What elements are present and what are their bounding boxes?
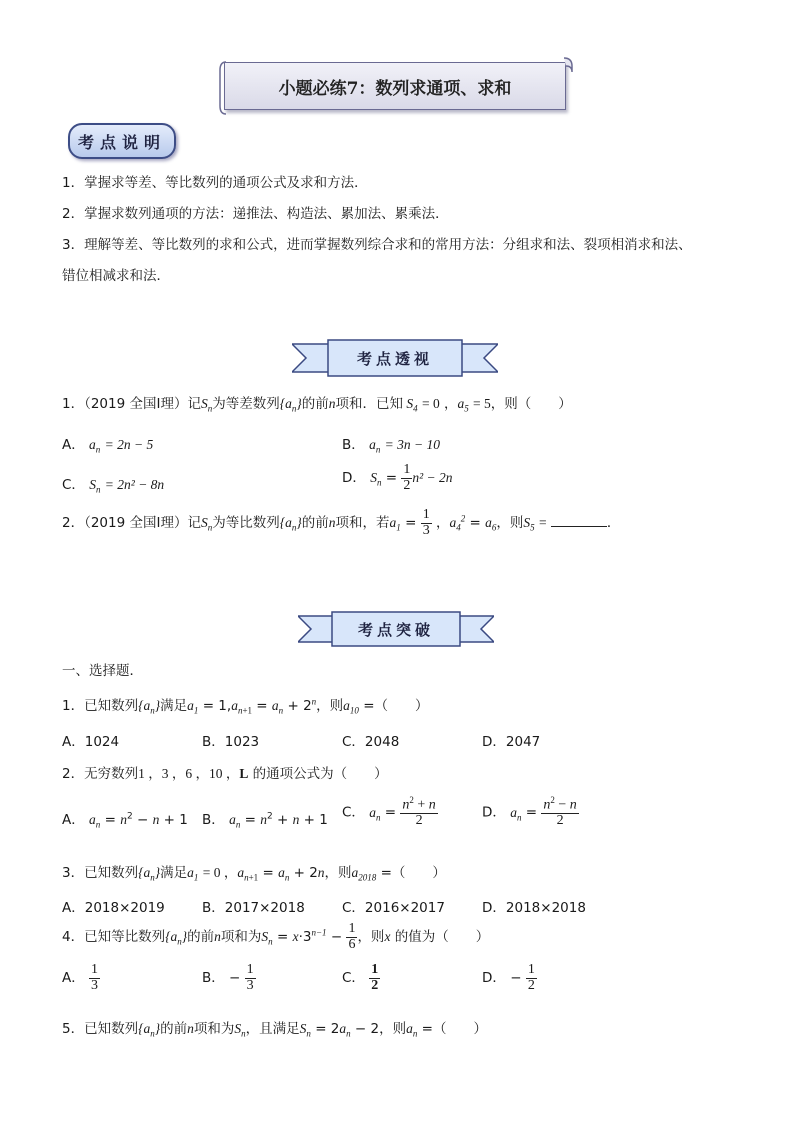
intro-line-3: 3．理解等差、等比数列的求和公式，进而掌握数列综合求和的常用方法：分组求和法、裂项相消求和法、 (62, 237, 692, 253)
tq1-opt-b-label: B． (342, 437, 365, 453)
q1-stem-a: 1．已知数列 (62, 698, 139, 714)
q2-option-a: A． $a_n = n^2 - n + 1$ (62, 811, 188, 830)
tq1-prefix: 1．（2019 全国Ⅰ理）记 (62, 396, 201, 412)
q1-stem-c: ，则 (316, 698, 344, 714)
q5-stem-b: 的前 (160, 1021, 188, 1037)
q4-option-a: A． $\frac{1}{3}$ (62, 962, 99, 993)
q2-option-b: B． $a_n = n^2 + n + 1$ (202, 811, 328, 830)
q4-stem: 4．已知等比数列$\{a_n\}$的前n项和为$S_n = x\cdot 3^{n-1}$ − $\frac{1}{6}$ ，则x 的值为（ ） (62, 921, 490, 952)
q2-opt-c-label: C． (342, 804, 365, 821)
q2-stem (62, 762, 388, 782)
tq2-text2: 的前 (301, 515, 329, 532)
tq2-text3: 项和，若 (335, 515, 390, 532)
tq2-tail: ，则 (496, 515, 524, 532)
tq1-opt-a-label: A． (62, 437, 85, 453)
tq2-stem: 2．（2019 全国Ⅰ理）记$S_n$为等比数列$\{a_n\}$的前n项和，若$a_1$ = $\frac{1}{3}$ ，$a_4^2 = a_6$，则$S_5$ = ． (62, 507, 621, 538)
tq1-text2: 的前 (301, 396, 329, 412)
tq1-tail: ，则（ ） (490, 396, 572, 412)
tq1-option-b: B． $a_n = 3n - 10$ (342, 437, 440, 455)
q1-stem-d: =（ ） (363, 698, 429, 714)
q2-option-d: D． $a_n$ = $\frac{n^2 - n}{2}$ (482, 795, 577, 829)
q3-stem-e: =（ ） (380, 865, 446, 881)
q4-stem-e: 的值为（ ） (394, 929, 490, 946)
tq2-text1: 为等比数列 (212, 515, 280, 532)
q1-option-b: B．1023 (202, 734, 260, 750)
tq1-opt-c-label: C． (62, 477, 85, 493)
tq1-cond1: = 0 (421, 396, 440, 411)
tq1-opt-d-expr: n² − 2n (412, 470, 453, 486)
q4-option-b: B． − $\frac{1}{3}$ (202, 962, 254, 993)
tq1-text3: 项和．已知 (335, 396, 404, 412)
tq1-opt-c-expr: = 2n² − 8n (104, 477, 165, 492)
q2-opt-b-label: B． (202, 812, 225, 828)
ribbon-label-kaodian-toushi: 考点透视 (356, 349, 433, 368)
q3-stem-c: = 0 ， (202, 865, 238, 880)
q4-stem-c: 项和为 (220, 929, 262, 946)
answer-blank[interactable] (551, 514, 607, 527)
intro-line-4: 错位相减求和法． (62, 268, 170, 284)
q2-opt-d-label: D． (482, 804, 506, 821)
tq2-prefix: 2．（2019 全国Ⅰ理）记 (62, 515, 201, 532)
tq1-opt-d-label: D． (342, 470, 366, 487)
q5-stem-a: 5．已知数列 (62, 1021, 139, 1037)
q1-option-d: D．2047 (482, 734, 541, 750)
ribbon-label-kaodian-tupo: 考点突破 (357, 620, 434, 639)
q2-seq: 1 ，3 ，6 ，10 ， (138, 766, 240, 781)
q4-stem-d: ，则 (357, 929, 385, 946)
q4-opt-d-label: D． (482, 970, 506, 987)
q3-stem-b: 满足 (160, 865, 188, 881)
scroll-curl-decor (218, 56, 578, 118)
q4-option-c: C． $\frac{1}{2}$ (342, 962, 379, 993)
q5-stem-d: ，且满足 (245, 1021, 300, 1037)
q3-stem-d: ，则 (324, 865, 352, 881)
badge-kaodian-shuoming: 考点说明 (68, 123, 176, 159)
q3-option-d: D．2018×2018 (482, 900, 586, 916)
q4-option-d: D． − $\frac{1}{2}$ (482, 962, 535, 993)
q3-option-b: B．2017×2018 (202, 900, 305, 916)
q1-stem-b: 满足 (160, 698, 188, 714)
q4-opt-a-label: A． (62, 970, 85, 987)
page-title: 小题必练7：数列求通项、求和 (278, 78, 512, 99)
q3-option-c: C．2016×2017 (342, 900, 445, 916)
q5-stem-f: =（ ） (421, 1021, 487, 1037)
q4-stem-a: 4．已知等比数列 (62, 929, 166, 946)
q2-ellipsis: L (239, 766, 249, 781)
q4-opt-b-label: B． (202, 970, 225, 987)
tq1-text1: 为等差数列 (212, 396, 280, 412)
q1-stem: 1．已知数列$\{a_n\}$满足$a_1 = 1,a_{n+1} = a_n + 2^n$，则$a_{10}$ =（ ） (62, 696, 429, 716)
q5-stem-e: ，则 (379, 1021, 407, 1037)
tq1-opt-a-expr: = 2n − 5 (104, 437, 154, 452)
q5-stem: 5．已知数列$\{a_n\}$的前n项和为$S_n$，且满足$S_n = 2a_n - 2$，则$a_n$ =（ ） (62, 1021, 487, 1039)
q2-stem-b: 的通项公式为（ ） (252, 766, 388, 782)
tq2-eq: = (538, 515, 547, 531)
q5-stem-c: 项和为 (193, 1021, 235, 1037)
q2-opt-a-label: A． (62, 812, 85, 828)
q2-stem-a: 2．无穷数列 (62, 766, 139, 782)
q2-option-c: C． $a_n$ = $\frac{n^2 + n}{2}$ (342, 795, 436, 829)
section-heading: 一、选择题． (62, 663, 143, 679)
q3-option-a: A．2018×2019 (62, 900, 165, 916)
tq1-option-c: C． $S_n = 2n^2 - 8n$ (62, 477, 165, 495)
tq1-opt-b-expr: = 3n − 10 (384, 437, 440, 452)
q4-opt-c-label: C． (342, 970, 365, 987)
q1-option-c: C．2048 (342, 734, 400, 750)
intro-line-2: 2．掌握求数列通项的方法：递推法、构造法、累加法、累乘法． (62, 206, 449, 222)
tq1-option-a: A． $a_n = 2n - 5$ (62, 437, 154, 455)
tq1-option-d: D． $S_n$ = $\frac{1}{2}$ n² − 2n (342, 462, 453, 493)
q1-option-a: A．1024 (62, 734, 120, 750)
tq1-stem: 1．（2019 全国Ⅰ理）记$S_n$为等差数列$\{a_n\}$的前n项和．已知 $S_4 = 0$ ，$a_5 = 5$，则（ ） (62, 396, 572, 414)
tq1-cond2: = 5 (473, 396, 491, 411)
q3-stem-a: 3．已知数列 (62, 865, 139, 881)
intro-line-1: 1．掌握求等差、等比数列的通项公式及求和方法． (62, 175, 368, 191)
q3-stem: 3．已知数列$\{a_n\}$满足$a_1 = 0$ ，$a_{n+1} = a_n + 2n$，则$a_{2018}$ =（ ） (62, 865, 446, 883)
q4-stem-b: 的前 (187, 929, 215, 946)
